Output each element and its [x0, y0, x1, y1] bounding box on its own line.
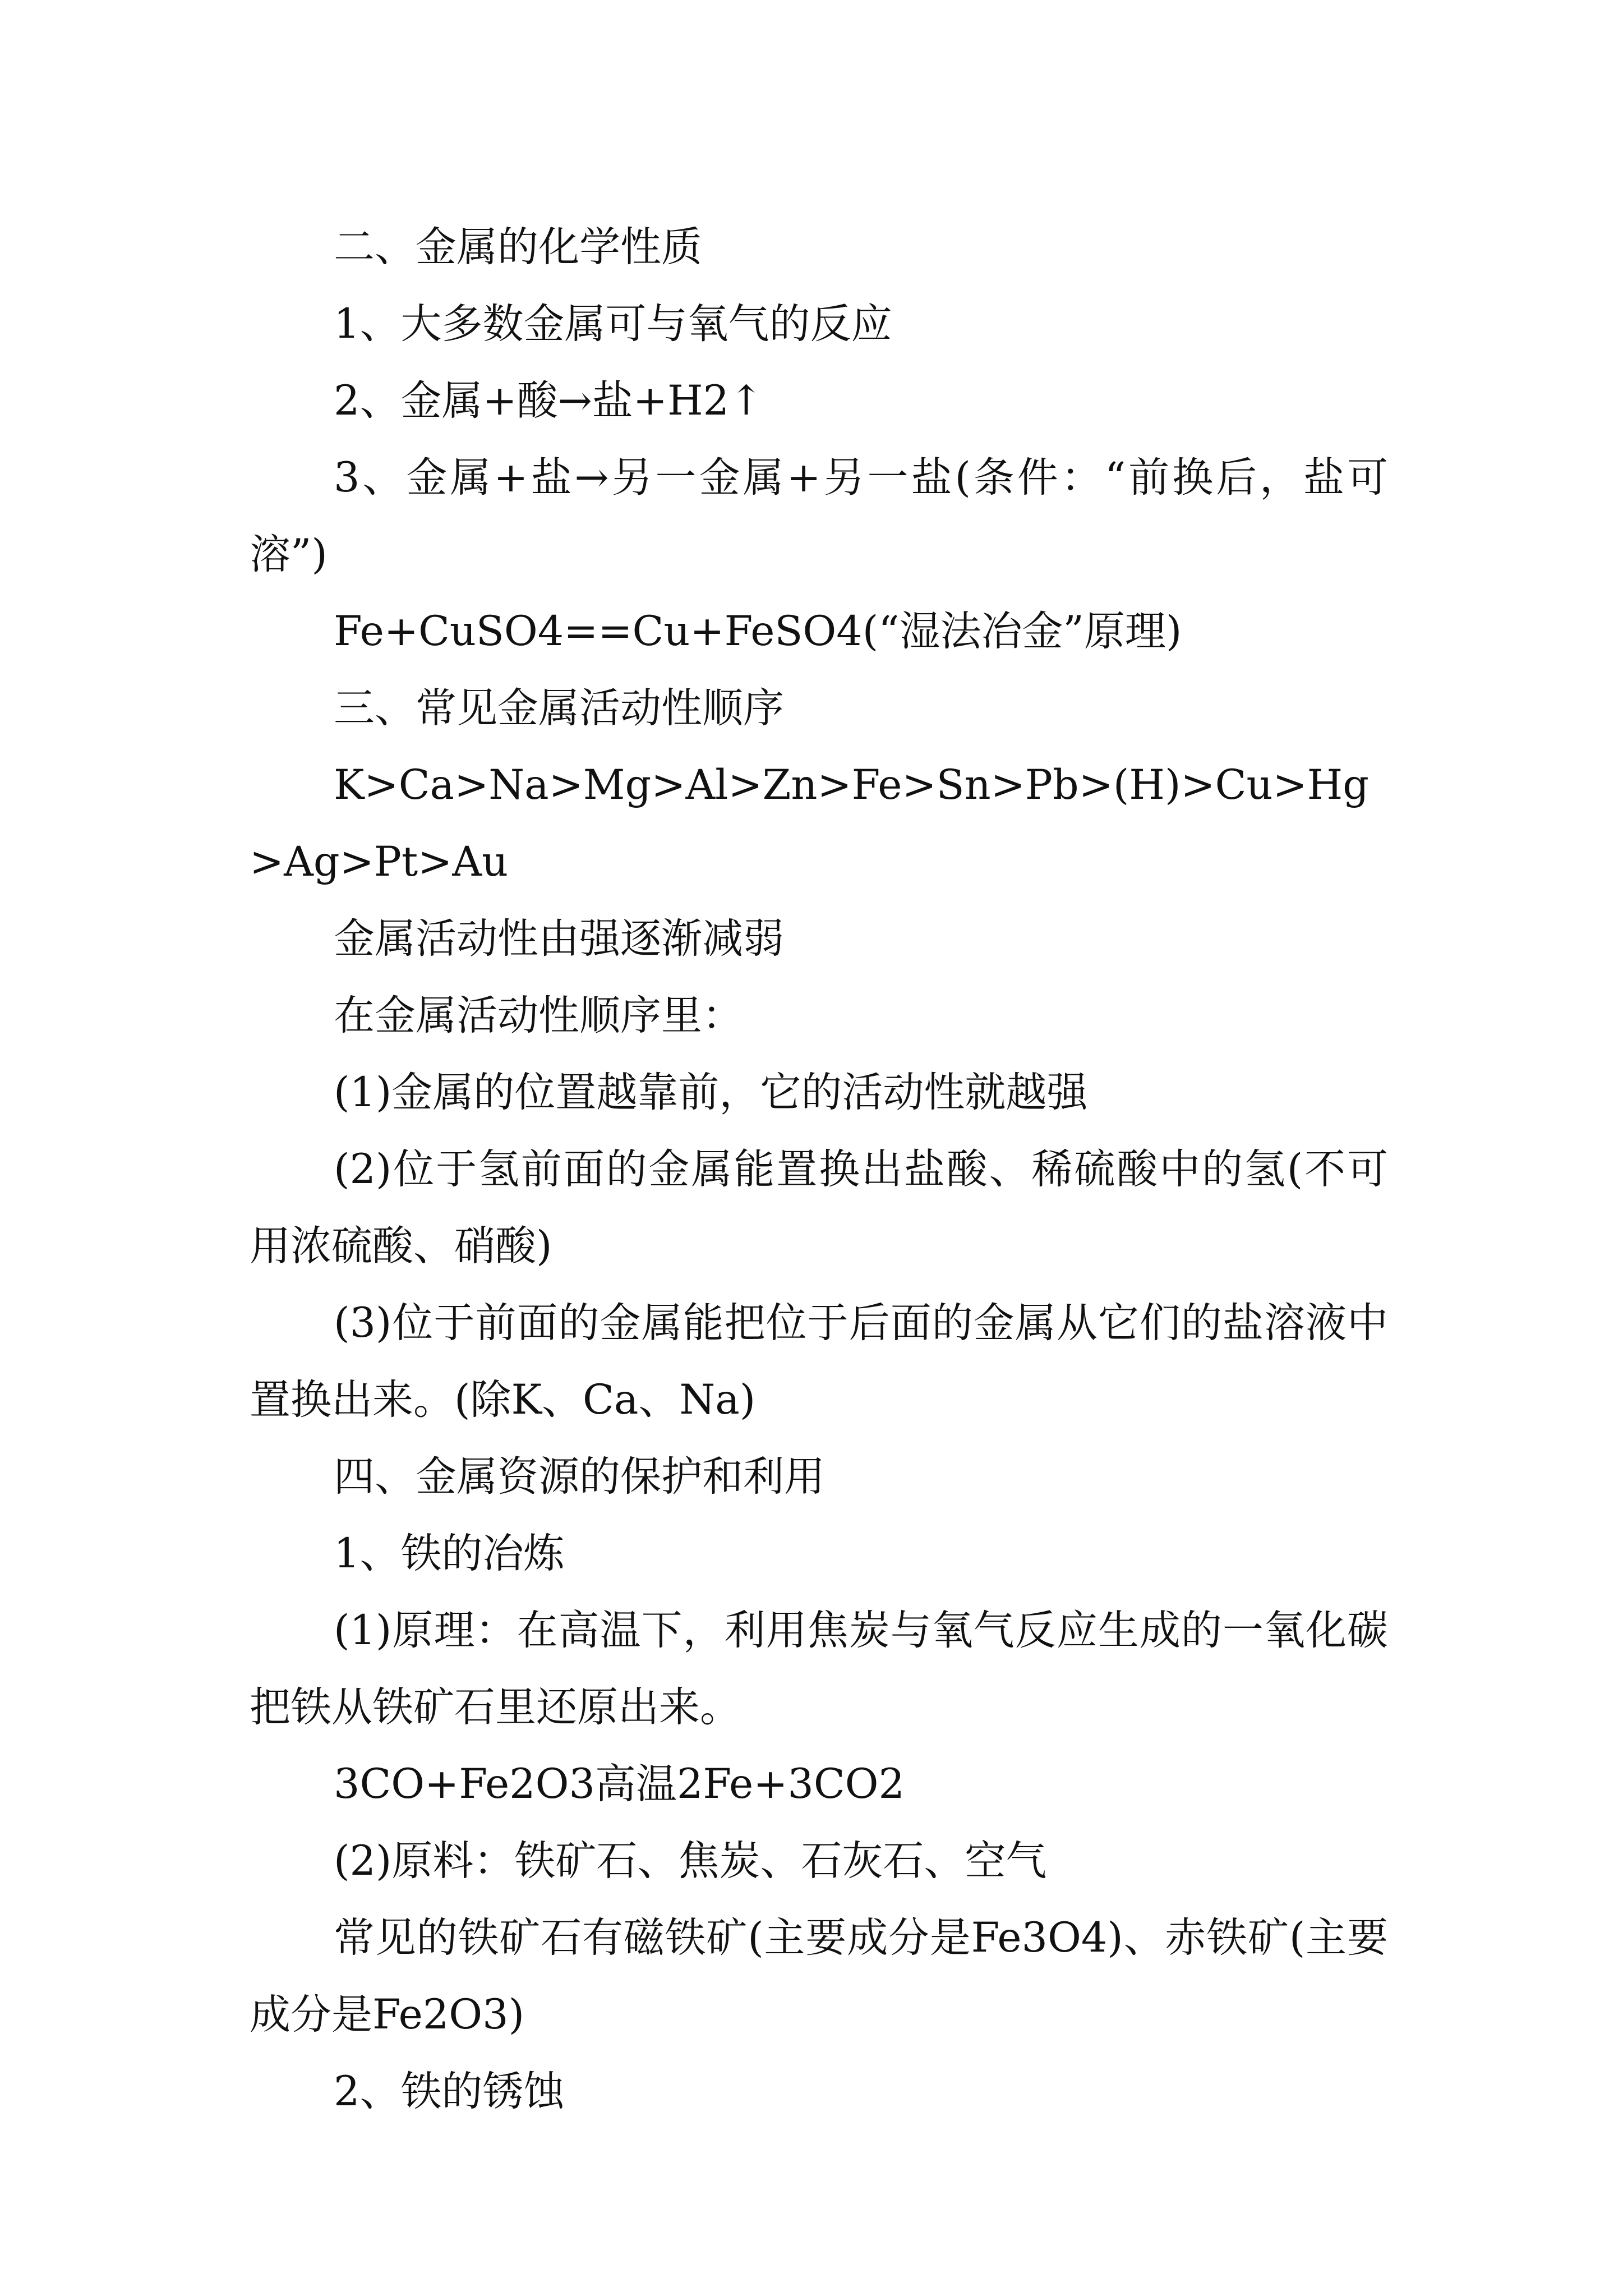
section-heading-2: 二、金属的化学性质: [334, 223, 702, 271]
paragraph: 1、大多数金属可与氧气的反应: [334, 300, 892, 348]
paragraph: 3、金属+盐→另一金属+另一盐(条件：“前换后，盐可溶”): [250, 454, 1388, 578]
list-item: (2)原料：铁矿石、焦炭、石灰石、空气: [334, 1837, 1047, 1885]
subheading: 1、铁的冶炼: [334, 1530, 565, 1577]
paragraph: 金属活动性由强逐渐减弱: [334, 915, 784, 963]
activity-series: K>Ca>Na>Mg>Al>Zn>Fe>Sn>Pb>(H)>Cu>Hg>Ag>Pt>Au: [250, 761, 1370, 886]
paragraph: 在金属活动性顺序里：: [334, 992, 743, 1039]
subheading: 2、铁的锈蚀: [334, 2068, 565, 2115]
list-item: (3)位于前面的金属能把位于后面的金属从它们的盐溶液中置换出来。(除K、Ca、Na): [250, 1299, 1388, 1424]
section-heading-4: 四、金属资源的保护和利用: [334, 1453, 825, 1501]
document-body: [250, 209, 1388, 2130]
equation-line: 3CO+Fe2O3高温2Fe+3CO2: [334, 1760, 905, 1808]
section-heading-3: 三、常见金属活动性顺序: [334, 684, 784, 732]
equation-line: Fe+CuSO4==Cu+FeSO4(“湿法冶金”原理): [334, 608, 1182, 655]
list-item: (2)位于氢前面的金属能置换出盐酸、稀硫酸中的氢(不可用浓硫酸、硝酸): [250, 1145, 1388, 1270]
list-item: (1)金属的位置越靠前，它的活动性就越强: [334, 1069, 1088, 1116]
list-item: (1)原理：在高温下，利用焦炭与氧气反应生成的一氧化碳把铁从铁矿石里还原出来。: [250, 1607, 1388, 1731]
paragraph: 常见的铁矿石有磁铁矿(主要成分是Fe3O4)、赤铁矿(主要成分是Fe2O3): [250, 1914, 1388, 2039]
paragraph: 2、金属+酸→盐+H2↑: [334, 377, 764, 425]
